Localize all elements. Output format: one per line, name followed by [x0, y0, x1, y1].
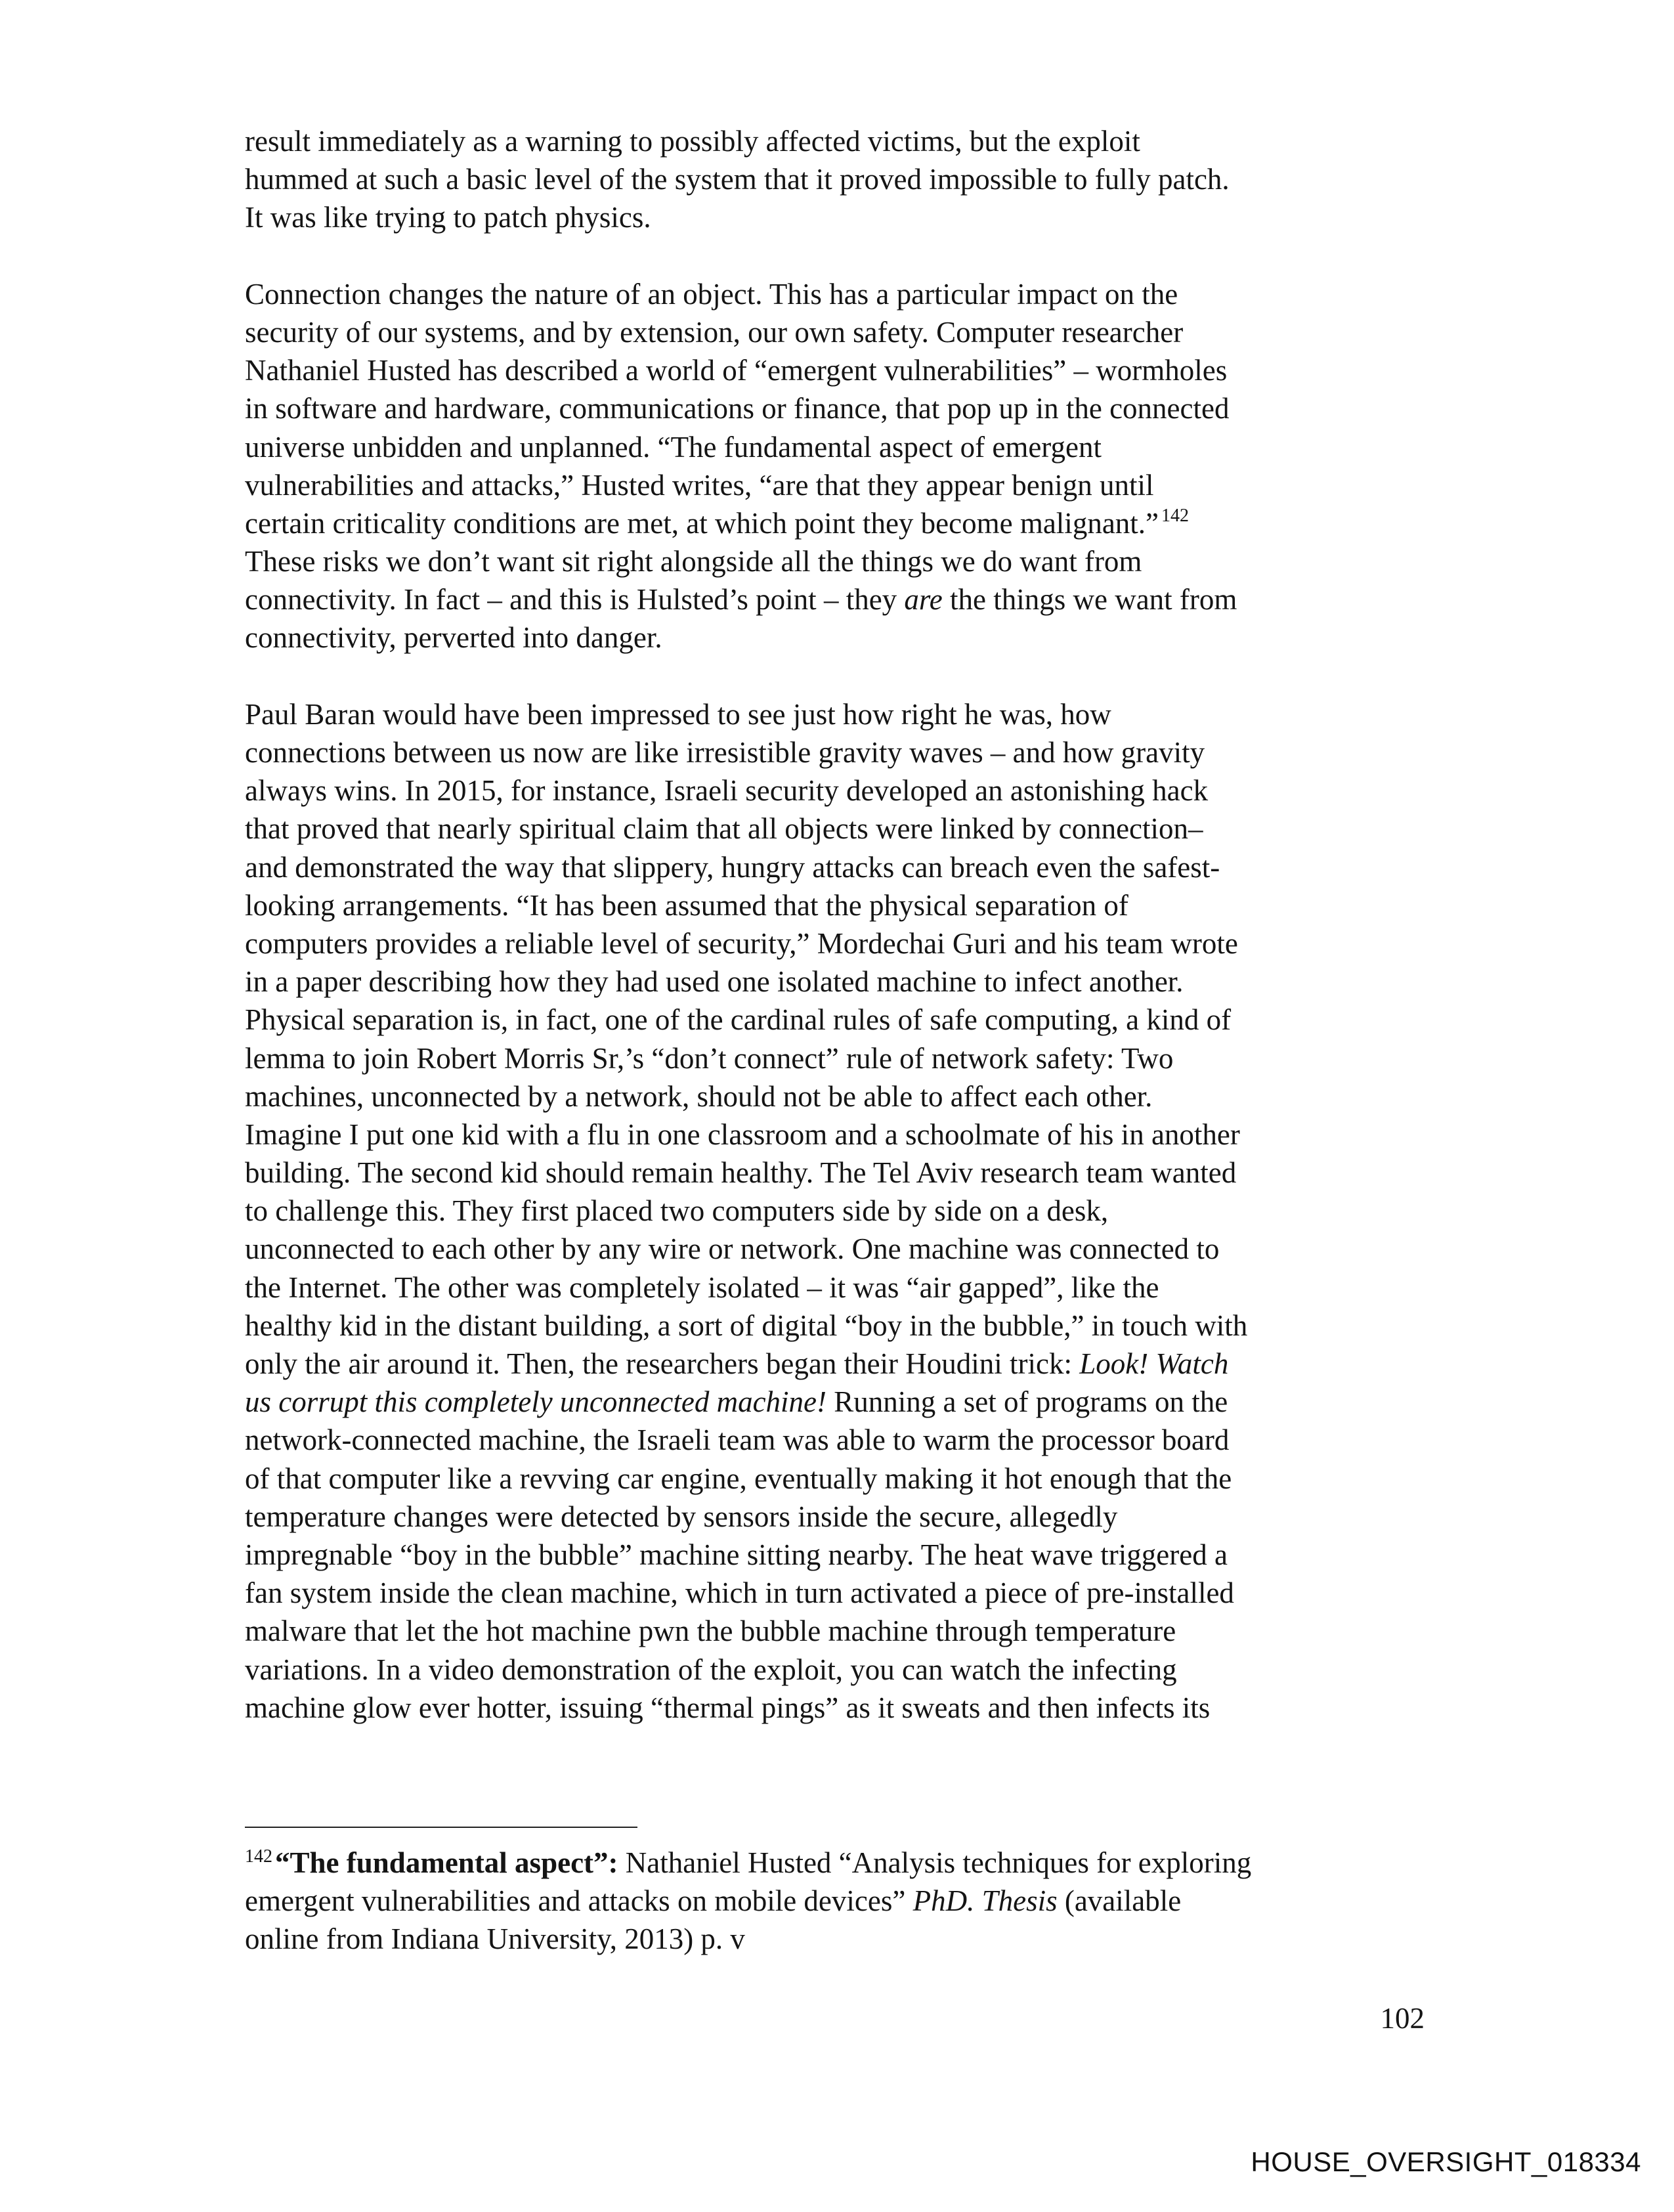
text-segment: connectivity. In fact – and this is Hulsted’s point – they [245, 583, 905, 617]
text-line: malware that let the hot machine pwn the bubble machine through temperature [245, 1615, 1176, 1648]
text-line: temperature changes were detected by sensors inside the secure, allegedly [245, 1500, 1118, 1533]
text-segment: certain criticality conditions are met, at which point they become malignant.” [245, 506, 1159, 540]
page-number: 102 [1380, 2002, 1425, 2035]
text-line: of that computer like a revving car engine, eventually making it hot enough that the [245, 1462, 1232, 1495]
text-segment: Nathaniel Husted “Analysis techniques for exploring [618, 1846, 1252, 1879]
text-line-with-footnote-ref [245, 504, 1427, 542]
text-line: result immediately as a warning to possibly affected victims, but the exploit [245, 125, 1140, 158]
footnote-line [245, 1844, 1427, 1882]
italic-emphasis: Look! Watch [1079, 1347, 1229, 1380]
text-segment: only the air around it. Then, the researchers began their Houdini trick: [245, 1347, 1080, 1380]
footnote-divider [245, 1827, 637, 1828]
text-line: in a paper describing how they had used one isolated machine to infect another. [245, 965, 1184, 999]
text-line: vulnerabilities and attacks,” Husted writes, “are that they appear benign until [245, 468, 1154, 502]
paragraph-gap [245, 657, 1427, 695]
text-line: that proved that nearly spiritual claim that all objects were linked by connection– [245, 812, 1203, 846]
body-text [245, 122, 1427, 1727]
text-line: connections between us now are like irresistible gravity waves – and how gravity [245, 736, 1205, 769]
text-line: security of our systems, and by extension, our own safety. Computer researcher [245, 315, 1184, 349]
text-line: machines, unconnected by a network, should not be able to affect each other. [245, 1079, 1153, 1113]
text-line: variations. In a video demonstration of the exploit, you can watch the infecting [245, 1653, 1177, 1686]
footnote-line [245, 1882, 1427, 1920]
text-line: These risks we don’t want sit right alongside all the things we do want from [245, 545, 1142, 578]
text-line: It was like trying to patch physics. [245, 201, 651, 234]
text-line: unconnected to each other by any wire or network. One machine was connected to [245, 1232, 1220, 1266]
text-line: Connection changes the nature of an object. This has a particular impact on the [245, 277, 1178, 311]
text-line: fan system inside the clean machine, which in turn activated a piece of pre-installed [245, 1576, 1234, 1610]
paragraph-1 [245, 122, 1427, 237]
text-line: connectivity, perverted into danger. [245, 621, 662, 655]
text-line: machine glow ever hotter, issuing “thermal pings” as it sweats and then infects its [245, 1691, 1211, 1724]
paragraph-2 [245, 275, 1427, 657]
text-line: looking arrangements. “It has been assumed that the physical separation of [245, 888, 1128, 922]
footnote [245, 1844, 1427, 1959]
text-line: building. The second kid should remain healthy. The Tel Aviv research team wanted [245, 1156, 1237, 1190]
paragraph-gap [245, 237, 1427, 275]
text-line: and demonstrated the way that slippery, hungry attacks can breach even the safest- [245, 850, 1220, 884]
paragraph-3 [245, 695, 1427, 1727]
footnote-line: online from Indiana University, 2013) p. v [245, 1922, 745, 1956]
italic-emphasis: PhD. Thesis [912, 1884, 1058, 1918]
text-line: computers provides a reliable level of security,” Mordechai Guri and his team wrote [245, 926, 1238, 960]
text-segment: Running a set of programs on the [826, 1385, 1228, 1419]
text-line: hummed at such a basic level of the system that it proved impossible to fully patch. [245, 163, 1230, 196]
text-line: Physical separation is, in fact, one of the cardinal rules of safe computing, a kind of [245, 1003, 1232, 1037]
bates-number: HOUSE_OVERSIGHT_018334 [1251, 2146, 1641, 2177]
footnote-reference: 142 [1161, 505, 1190, 526]
text-line: impregnable “boy in the bubble” machine sitting nearby. The heat wave triggered a [245, 1538, 1228, 1571]
text-line: lemma to join Robert Morris Sr,’s “don’t connect” rule of network safety: Two [245, 1041, 1174, 1075]
text-line-with-italic [245, 1383, 1427, 1421]
text-segment: emergent vulnerabilities and attacks on mobile devices” [245, 1884, 913, 1918]
text-line: healthy kid in the distant building, a sort of digital “boy in the bubble,” in touch with [245, 1309, 1248, 1342]
text-line: Imagine I put one kid with a flu in one classroom and a schoolmate of his in another [245, 1117, 1240, 1151]
text-line: Paul Baran would have been impressed to see just how right he was, how [245, 697, 1111, 731]
italic-emphasis: are [904, 583, 943, 617]
footnote-number: 142 [245, 1846, 272, 1867]
italic-emphasis: us corrupt this completely unconnected machine! [245, 1385, 827, 1419]
text-line: network-connected machine, the Israeli team was able to warm the processor board [245, 1423, 1230, 1457]
text-line: in software and hardware, communications or finance, that pop up in the connected [245, 392, 1230, 425]
text-line-with-italic [245, 580, 1427, 618]
text-line: Nathaniel Husted has described a world of “emergent vulnerabilities” – wormholes [245, 354, 1228, 387]
text-line-with-italic [245, 1345, 1427, 1383]
text-segment: (available [1057, 1884, 1182, 1918]
text-line: universe unbidden and unplanned. “The fundamental aspect of emergent [245, 430, 1102, 464]
text-line: to challenge this. They first placed two computers side by side on a desk, [245, 1194, 1109, 1228]
text-line: always wins. In 2015, for instance, Israeli security developed an astonishing hack [245, 774, 1209, 808]
text-segment: the things we want from [942, 583, 1237, 617]
footnote-title: “The fundamental aspect”: [275, 1846, 618, 1879]
text-line: the Internet. The other was completely isolated – it was “air gapped”, like the [245, 1270, 1159, 1304]
